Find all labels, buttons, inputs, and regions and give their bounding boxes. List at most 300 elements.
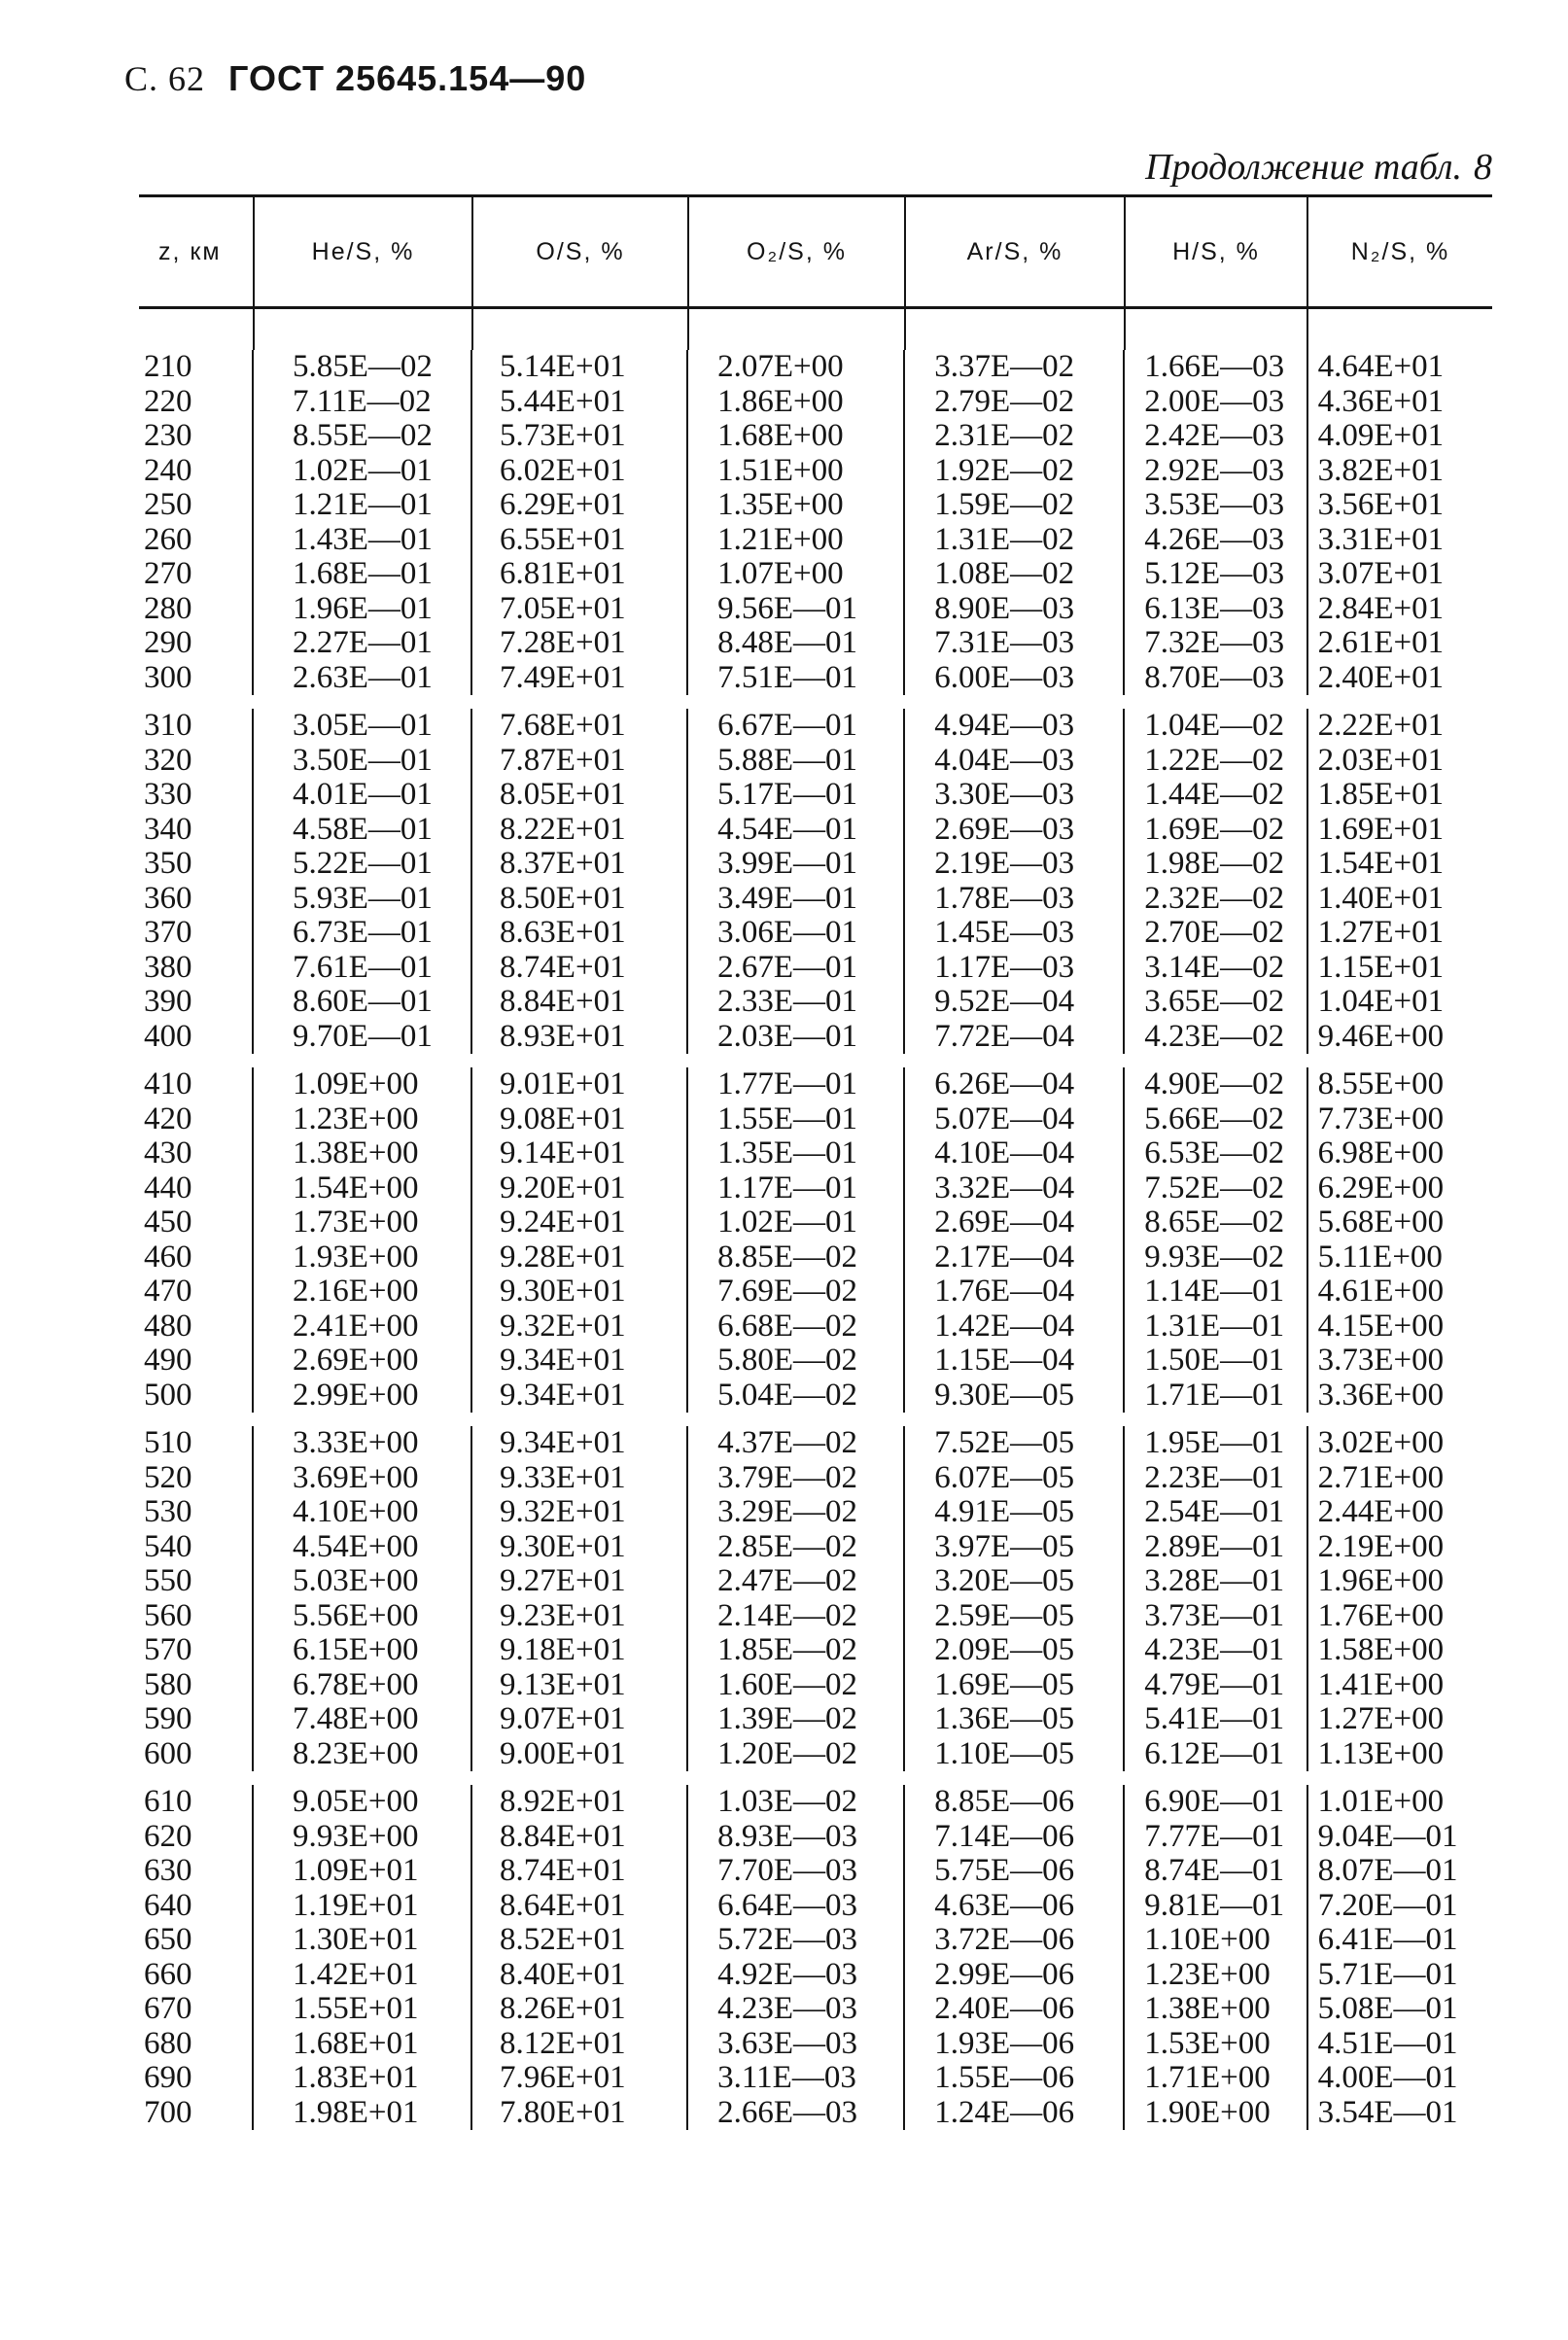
cell-value: 4.90E—02 [1144,1066,1285,1101]
cell-value: 9.27E+01 [500,1563,626,1598]
cell-value: 9.34E+01 [500,1343,626,1378]
cell-value: 8.93E—03 [717,1818,858,1854]
cell-value: 1.93E+00 [292,1239,419,1275]
cell-value: 2.03E+01 [1317,742,1445,778]
cell-value: 6.55E+01 [500,521,626,557]
altitude-value: 500 [144,1377,192,1413]
column-n2 [1307,1067,1492,1413]
cell-value: 9.56E—01 [717,590,858,626]
cell-value: 9.30E—05 [934,1377,1075,1413]
cell-value: 2.03E—01 [717,1018,858,1054]
cell-value: 8.40E+01 [500,1956,626,1992]
cell-value: 2.84E+01 [1317,590,1445,626]
cell-value: 1.85E—02 [717,1632,858,1667]
cell-value: 9.32E+01 [500,1308,626,1344]
cell-value: 1.22E—02 [1144,742,1285,778]
cell-value: 1.76E—04 [934,1274,1075,1309]
cell-value: 1.50E—01 [1144,1343,1285,1378]
cell-value: 2.66E—03 [717,2094,858,2130]
column-o [470,1426,686,1771]
cell-value: 9.14E+01 [500,1135,626,1170]
cell-value: 9.81E—01 [1144,1887,1285,1923]
cell-value: 3.73E+00 [1317,1343,1445,1378]
cell-value: 9.93E—02 [1144,1239,1285,1275]
column-altitude [139,1785,252,2130]
cell-value: 5.44E+01 [500,383,626,419]
cell-value: 6.12E—01 [1144,1735,1285,1771]
column-header-he: He/S, % [253,197,471,306]
cell-value: 2.16E+00 [292,1274,419,1309]
column-o [470,1785,686,2130]
table-body [139,350,1492,2144]
column-o2 [686,350,903,695]
cell-value: 5.04E—02 [717,1377,858,1413]
cell-value: 1.31E—02 [934,521,1075,557]
altitude-value: 670 [144,1991,192,2026]
cell-value: 5.85E—02 [292,349,433,384]
cell-value: 5.56E+00 [292,1597,419,1633]
cell-value: 9.30E+01 [500,1528,626,1564]
cell-value: 4.37E—02 [717,1425,858,1460]
cell-value: 2.79E—02 [934,383,1075,419]
cell-value: 4.15E+00 [1317,1308,1445,1344]
altitude-value: 430 [144,1135,192,1170]
column-ar [903,1067,1123,1413]
cell-value: 1.17E—01 [717,1170,858,1205]
column-altitude [139,709,252,1054]
column-o [470,350,686,695]
cell-value: 1.93E—06 [934,2025,1075,2061]
column-h [1123,1785,1306,2130]
cell-value: 1.31E—01 [1144,1308,1285,1344]
cell-value: 9.18E+01 [500,1632,626,1667]
cell-value: 1.92E—02 [934,452,1075,488]
altitude-value: 660 [144,1956,192,1992]
cell-value: 1.90E+00 [1144,2094,1271,2130]
cell-value: 9.70E—01 [292,1018,433,1054]
cell-value: 8.92E+01 [500,1784,626,1819]
cell-value: 7.32E—03 [1144,625,1285,660]
cell-value: 1.73E+00 [292,1205,419,1240]
cell-value: 2.67E—01 [717,949,858,985]
cell-value: 4.23E—03 [717,1991,858,2026]
altitude-value: 240 [144,452,192,488]
cell-value: 6.26E—04 [934,1066,1075,1101]
cell-value: 5.68E+00 [1317,1205,1445,1240]
cell-value: 2.63E—01 [292,659,433,695]
cell-value: 6.02E+01 [500,452,626,488]
column-n2 [1307,350,1492,695]
cell-value: 3.28E—01 [1144,1563,1285,1598]
cell-value: 1.10E—05 [934,1735,1075,1771]
altitude-value: 470 [144,1274,192,1309]
cell-value: 2.59E—05 [934,1597,1075,1633]
cell-value: 8.26E+01 [500,1991,626,2026]
cell-value: 1.40E+01 [1317,880,1445,916]
altitude-value: 580 [144,1666,192,1702]
column-ar [903,1426,1123,1771]
cell-value: 1.15E+01 [1317,949,1445,985]
cell-value: 9.04E—01 [1317,1818,1458,1854]
cell-value: 7.20E—01 [1317,1887,1458,1923]
cell-value: 1.69E—02 [1144,811,1285,847]
cell-value: 8.22E+01 [500,811,626,847]
cell-value: 7.52E—05 [934,1425,1075,1460]
cell-value: 9.13E+01 [500,1666,626,1702]
column-o2 [686,709,903,1054]
cell-value: 8.37E+01 [500,846,626,881]
cell-value: 1.23E+00 [292,1100,419,1136]
cell-value: 6.98E+00 [1317,1135,1445,1170]
cell-value: 3.54E—01 [1317,2094,1458,2130]
cell-value: 8.74E+01 [500,949,626,985]
column-altitude [139,350,252,695]
cell-value: 1.55E—06 [934,2060,1075,2095]
cell-value: 1.02E—01 [717,1205,858,1240]
cell-value: 4.23E—02 [1144,1018,1285,1054]
cell-value: 3.63E—03 [717,2025,858,2061]
cell-value: 3.37E—02 [934,349,1075,384]
cell-value: 9.33E+01 [500,1459,626,1495]
cell-value: 9.05E+00 [292,1784,419,1819]
cell-value: 4.51E—01 [1317,2025,1458,2061]
cell-value: 1.95E—01 [1144,1425,1285,1460]
cell-value: 2.61E+01 [1317,625,1445,660]
cell-value: 1.83E+01 [292,2060,419,2095]
altitude-value: 540 [144,1528,192,1564]
cell-value: 6.64E—03 [717,1887,858,1923]
cell-value: 4.09E+01 [1317,418,1445,453]
row-group [139,350,1492,709]
cell-value: 9.01E+01 [500,1066,626,1101]
cell-value: 5.80E—02 [717,1343,858,1378]
cell-value: 3.97E—05 [934,1528,1075,1564]
cell-value: 9.20E+01 [500,1170,626,1205]
altitude-value: 520 [144,1459,192,1495]
cell-value: 2.19E—03 [934,846,1075,881]
column-o [470,1067,686,1413]
cell-value: 3.02E+00 [1317,1425,1445,1460]
column-ar [903,350,1123,695]
cell-value: 3.30E—03 [934,777,1075,812]
column-o2 [686,1426,903,1771]
cell-value: 7.87E+01 [500,742,626,778]
altitude-value: 380 [144,949,192,985]
cell-value: 5.72E—03 [717,1922,858,1957]
cell-value: 6.73E—01 [292,915,433,950]
cell-value: 1.27E+00 [1317,1701,1445,1736]
column-header-o: O/S, % [471,197,687,306]
row-group [139,1067,1492,1426]
altitude-value: 650 [144,1922,192,1957]
cell-value: 3.65E—02 [1144,984,1285,1019]
cell-value: 2.40E—06 [934,1991,1075,2026]
cell-value: 4.58E—01 [292,811,433,847]
column-h [1123,1426,1306,1771]
cell-value: 1.43E—01 [292,521,433,557]
data-table [139,194,1492,2144]
cell-value: 3.33E+00 [292,1425,419,1460]
cell-value: 1.27E+01 [1317,915,1445,950]
cell-value: 4.10E+00 [292,1494,419,1529]
cell-value: 4.00E—01 [1317,2060,1458,2095]
cell-value: 1.09E+01 [292,1853,419,1888]
standard-designation: ГОСТ 25645.154—90 [228,58,587,98]
cell-value: 3.53E—03 [1144,487,1285,522]
altitude-value: 230 [144,418,192,453]
cell-value: 9.93E+00 [292,1818,419,1854]
cell-value: 2.69E—03 [934,811,1075,847]
cell-value: 5.93E—01 [292,880,433,916]
column-n2 [1307,1426,1492,1771]
cell-value: 3.56E+01 [1317,487,1445,522]
cell-value: 8.60E—01 [292,984,433,1019]
cell-value: 3.73E—01 [1144,1597,1285,1633]
cell-value: 2.23E—01 [1144,1459,1285,1495]
cell-value: 3.69E+00 [292,1459,419,1495]
cell-value: 2.44E+00 [1317,1494,1445,1529]
cell-value: 8.84E+01 [500,984,626,1019]
column-header-altitude: z, км [158,237,222,265]
cell-value: 6.41E—01 [1317,1922,1458,1957]
cell-value: 9.24E+01 [500,1205,626,1240]
cell-value: 9.08E+01 [500,1100,626,1136]
cell-value: 1.44E—02 [1144,777,1285,812]
cell-value: 1.36E—05 [934,1701,1075,1736]
cell-value: 8.85E—06 [934,1784,1075,1819]
cell-value: 8.23E+00 [292,1735,419,1771]
altitude-value: 480 [144,1308,192,1344]
cell-value: 6.53E—02 [1144,1135,1285,1170]
cell-value: 2.17E—04 [934,1239,1075,1275]
page-header [124,58,586,99]
cell-value: 1.10E+00 [1144,1922,1271,1957]
altitude-value: 360 [144,880,192,916]
cell-value: 7.77E—01 [1144,1818,1285,1854]
cell-value: 3.14E—02 [1144,949,1285,985]
cell-value: 8.85E—02 [717,1239,858,1275]
cell-value: 9.34E+01 [500,1377,626,1413]
cell-value: 7.31E—03 [934,625,1075,660]
cell-value: 1.35E—01 [717,1135,858,1170]
cell-value: 4.63E—06 [934,1887,1075,1923]
altitude-value: 210 [144,349,192,384]
cell-value: 1.96E—01 [292,590,433,626]
column-he [252,1426,470,1771]
cell-value: 8.70E—03 [1144,659,1285,695]
cell-value: 2.99E—06 [934,1956,1075,1992]
cell-value: 9.07E+01 [500,1701,626,1736]
cell-value: 1.77E—01 [717,1066,858,1101]
cell-value: 1.04E+01 [1317,984,1445,1019]
cell-value: 1.13E+00 [1317,1735,1445,1771]
cell-value: 4.54E—01 [717,811,858,847]
cell-value: 2.99E+00 [292,1377,419,1413]
altitude-value: 320 [144,742,192,778]
cell-value: 8.65E—02 [1144,1205,1285,1240]
altitude-value: 690 [144,2060,192,2095]
cell-value: 7.51E—01 [717,659,858,695]
cell-value: 9.52E—04 [934,984,1075,1019]
table-number: 8 [1474,147,1492,188]
cell-value: 6.15E+00 [292,1632,419,1667]
column-h [1123,350,1306,695]
altitude-value: 440 [144,1170,192,1205]
cell-value: 6.81E+01 [500,556,626,591]
altitude-value: 610 [144,1784,192,1819]
cell-value: 4.54E+00 [292,1528,419,1564]
altitude-value: 570 [144,1632,192,1667]
cell-value: 9.32E+01 [500,1494,626,1529]
cell-value: 7.49E+01 [500,659,626,695]
cell-value: 6.68E—02 [717,1308,858,1344]
altitude-value: 450 [144,1205,192,1240]
cell-value: 7.11E—02 [292,383,432,419]
cell-value: 1.68E+01 [292,2025,419,2061]
cell-value: 3.32E—04 [934,1170,1075,1205]
cell-value: 1.08E—02 [934,556,1075,591]
cell-value: 7.14E—06 [934,1818,1075,1854]
cell-value: 1.96E+00 [1317,1563,1445,1598]
cell-value: 3.49E—01 [717,880,858,916]
altitude-value: 340 [144,811,192,847]
altitude-value: 620 [144,1818,192,1854]
cell-value: 2.42E—03 [1144,418,1285,453]
cell-value: 1.69E—05 [934,1666,1075,1702]
cell-value: 8.55E—02 [292,418,433,453]
cell-value: 2.92E—03 [1144,452,1285,488]
cell-value: 5.22E—01 [292,846,433,881]
altitude-value: 590 [144,1701,192,1736]
cell-value: 1.78E—03 [934,880,1075,916]
cell-value: 5.11E+00 [1317,1239,1443,1275]
cell-value: 3.50E—01 [292,742,433,778]
column-header-o2: O₂/S, % [687,197,904,306]
altitude-value: 410 [144,1066,192,1101]
cell-value: 2.22E+01 [1317,708,1445,743]
cell-value: 1.17E—03 [934,949,1075,985]
cell-value: 2.85E—02 [717,1528,858,1564]
cell-value: 2.71E+00 [1317,1459,1445,1495]
cell-value: 1.55E—01 [717,1100,858,1136]
cell-value: 2.69E+00 [292,1343,419,1378]
cell-value: 1.69E+01 [1317,811,1445,847]
cell-value: 1.42E—04 [934,1308,1075,1344]
altitude-value: 300 [144,659,192,695]
cell-value: 8.90E—03 [934,590,1075,626]
cell-value: 7.68E+01 [500,708,626,743]
cell-value: 1.76E+00 [1317,1597,1445,1633]
cell-value: 7.96E+01 [500,2060,626,2095]
cell-value: 6.29E+01 [500,487,626,522]
page-number: С. 62 [124,59,206,98]
cell-value: 1.14E—01 [1144,1274,1285,1309]
row-group [139,1785,1492,2144]
altitude-value: 350 [144,846,192,881]
cell-value: 3.99E—01 [717,846,858,881]
column-he [252,350,470,695]
cell-value: 1.21E+00 [717,521,844,557]
cell-value: 2.70E—02 [1144,915,1285,950]
cell-value: 1.41E+00 [1317,1666,1445,1702]
cell-value: 5.07E—04 [934,1100,1075,1136]
row-group [139,1426,1492,1785]
cell-value: 4.91E—05 [934,1494,1075,1529]
cell-value: 5.73E+01 [500,418,626,453]
cell-value: 3.82E+01 [1317,452,1445,488]
column-o [470,709,686,1054]
cell-value: 3.06E—01 [717,915,858,950]
cell-value: 9.34E+01 [500,1425,626,1460]
cell-value: 2.32E—02 [1144,880,1285,916]
altitude-value: 220 [144,383,192,419]
cell-value: 3.20E—05 [934,1563,1075,1598]
cell-value: 5.03E+00 [292,1563,419,1598]
cell-value: 1.51E+00 [717,452,844,488]
cell-value: 7.72E—04 [934,1018,1075,1054]
cell-value: 4.64E+01 [1317,349,1445,384]
cell-value: 2.89E—01 [1144,1528,1285,1564]
cell-value: 7.69E—02 [717,1274,858,1309]
cell-value: 1.23E+00 [1144,1956,1271,1992]
cell-value: 5.12E—03 [1144,556,1285,591]
altitude-value: 280 [144,590,192,626]
cell-value: 6.07E—05 [934,1459,1075,1495]
column-header-h: H/S, % [1124,197,1307,306]
cell-value: 2.07E+00 [717,349,844,384]
column-h [1123,1067,1306,1413]
cell-value: 6.29E+00 [1317,1170,1445,1205]
cell-value: 8.52E+01 [500,1922,626,1957]
column-header-ar: Ar/S, % [904,197,1124,306]
cell-value: 1.68E—01 [292,556,433,591]
cell-value: 7.05E+01 [500,590,626,626]
altitude-value: 510 [144,1425,192,1460]
cell-value: 7.70E—03 [717,1853,858,1888]
cell-value: 9.30E+01 [500,1274,626,1309]
cell-value: 2.69E—04 [934,1205,1075,1240]
altitude-value: 260 [144,521,192,557]
column-n2 [1307,709,1492,1054]
altitude-value: 460 [144,1239,192,1275]
cell-value: 5.88E—01 [717,742,858,778]
altitude-value: 330 [144,777,192,812]
cell-value: 8.84E+01 [500,1818,626,1854]
cell-value: 6.78E+00 [292,1666,419,1702]
cell-value: 3.31E+01 [1317,521,1445,557]
cell-value: 8.74E—01 [1144,1853,1285,1888]
column-altitude [139,1067,252,1413]
table-header-row [139,197,1492,306]
cell-value: 3.79E—02 [717,1459,858,1495]
cell-value: 1.04E—02 [1144,708,1285,743]
altitude-value: 420 [144,1100,192,1136]
cell-value: 8.05E+01 [500,777,626,812]
cell-value: 6.90E—01 [1144,1784,1285,1819]
cell-value: 8.74E+01 [500,1853,626,1888]
cell-value: 1.30E+01 [292,1922,419,1957]
cell-value: 4.01E—01 [292,777,433,812]
altitude-value: 700 [144,2094,192,2130]
cell-value: 3.36E+00 [1317,1377,1445,1413]
cell-value: 7.61E—01 [292,949,433,985]
cell-value: 7.73E+00 [1317,1100,1445,1136]
cell-value: 7.52E—02 [1144,1170,1285,1205]
column-o2 [686,1067,903,1413]
cell-value: 4.04E—03 [934,742,1075,778]
cell-value: 7.48E+00 [292,1701,419,1736]
cell-value: 8.07E—01 [1317,1853,1458,1888]
